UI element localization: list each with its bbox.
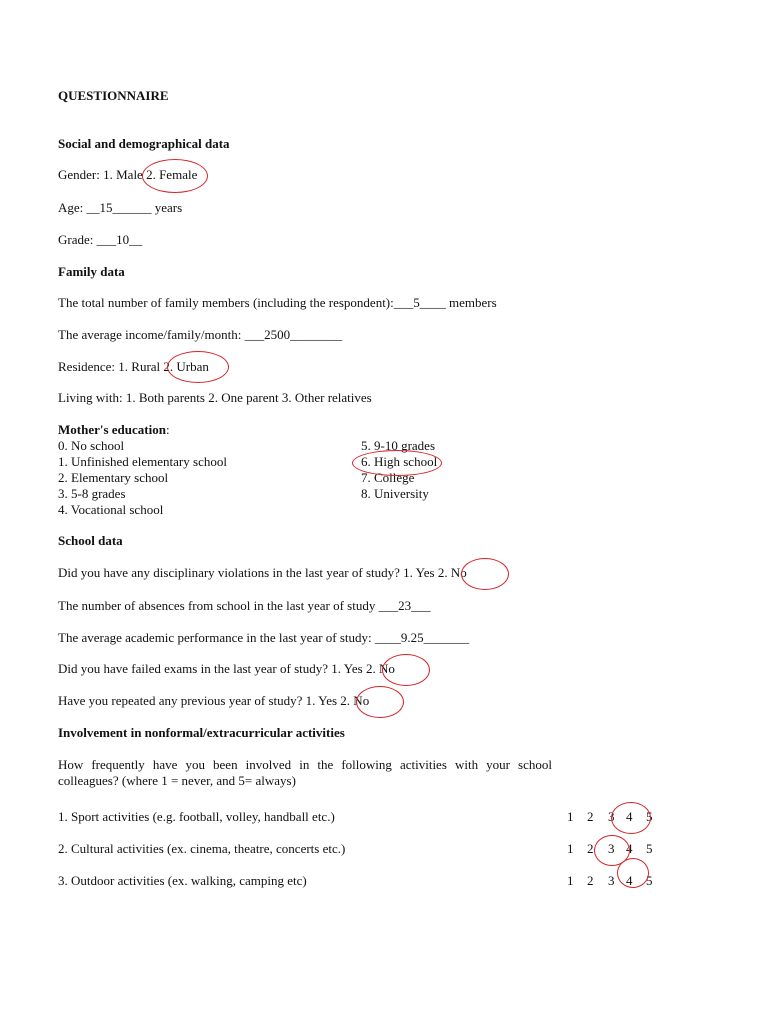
violations-line: Did you have any disciplinary violations in the last year of study? 1. Yes 2. No: [58, 565, 467, 580]
scale-value: 5: [646, 809, 653, 824]
document-title: QUESTIONNAIRE: [58, 88, 169, 103]
scale-value: 4: [626, 873, 633, 888]
scale-value: 2: [587, 841, 594, 856]
scale-value: 5: [646, 873, 653, 888]
scale-value: 2: [587, 873, 594, 888]
failed-exams-line: Did you have failed exams in the last year of study? 1. Yes 2. No: [58, 661, 395, 676]
absences-line: The number of absences from school in the last year of study ___23___: [58, 598, 431, 613]
section-heading-school: School data: [58, 533, 123, 548]
mother-education-option: 4. Vocational school: [58, 502, 164, 517]
scale-value: 3: [608, 809, 615, 824]
mother-education-colon: :: [165, 422, 170, 437]
mother-education-option: 2. Elementary school: [58, 470, 169, 485]
repeated-year-line: Have you repeated any previous year of study? 1. Yes 2. No: [58, 693, 370, 708]
mother-education-option: 0. No school: [58, 438, 125, 453]
living-line: Living with: 1. Both parents 2. One parent 3. Other relatives: [58, 390, 372, 405]
scale-value: 2: [587, 809, 594, 824]
income-line: The average income/family/month: ___2500________: [58, 327, 343, 342]
section-heading-social: Social and demographical data: [58, 136, 230, 151]
residence-line: Residence: 1. Rural 2. Urban: [58, 359, 209, 374]
mother-education-option: 6. High school: [361, 454, 438, 469]
family-members-line: The total number of family members (including the respondent):___5____ members: [58, 295, 497, 310]
mother-education-option: 1. Unfinished elementary school: [58, 454, 227, 469]
scale-value: 1: [567, 841, 574, 856]
involvement-question: How frequently have you been involved in the following activities with your school colleagues? (where 1 = never, and 5= always): [58, 757, 552, 788]
grade-line: Grade: ___10__: [58, 232, 143, 247]
mother-education-option: 5. 9-10 grades: [361, 438, 436, 453]
section-heading-family: Family data: [58, 264, 125, 279]
scale-value: 5: [646, 841, 653, 856]
mother-education-option: 7. College: [361, 470, 415, 485]
age-line: Age: __15______ years: [58, 200, 183, 215]
mother-education-option: 3. 5-8 grades: [58, 486, 126, 501]
activity-label: 2. Cultural activities (ex. cinema, theatre, concerts etc.): [58, 841, 346, 856]
selection-circle-violations: [461, 558, 509, 590]
selection-circle-outdoor: [617, 858, 649, 888]
mother-education-option: 8. University: [361, 486, 429, 501]
scale-value: 3: [608, 841, 615, 856]
scale-value: 1: [567, 873, 574, 888]
scale-value: 4: [626, 809, 633, 824]
scale-value: 1: [567, 809, 574, 824]
activity-label: 1. Sport activities (e.g. football, volley, handball etc.): [58, 809, 335, 824]
activity-label: 3. Outdoor activities (ex. walking, camping etc): [58, 873, 307, 888]
section-heading-involvement: Involvement in nonformal/extracurricular activities: [58, 725, 345, 740]
performance-line: The average academic performance in the last year of study: ____9.25_______: [58, 630, 470, 645]
scale-value: 3: [608, 873, 615, 888]
scale-value: 4: [626, 841, 633, 856]
mother-education-label: Mother's education: [58, 422, 166, 437]
mother-education-heading: [58, 422, 170, 438]
gender-line: Gender: 1. Male 2. Female: [58, 167, 198, 182]
